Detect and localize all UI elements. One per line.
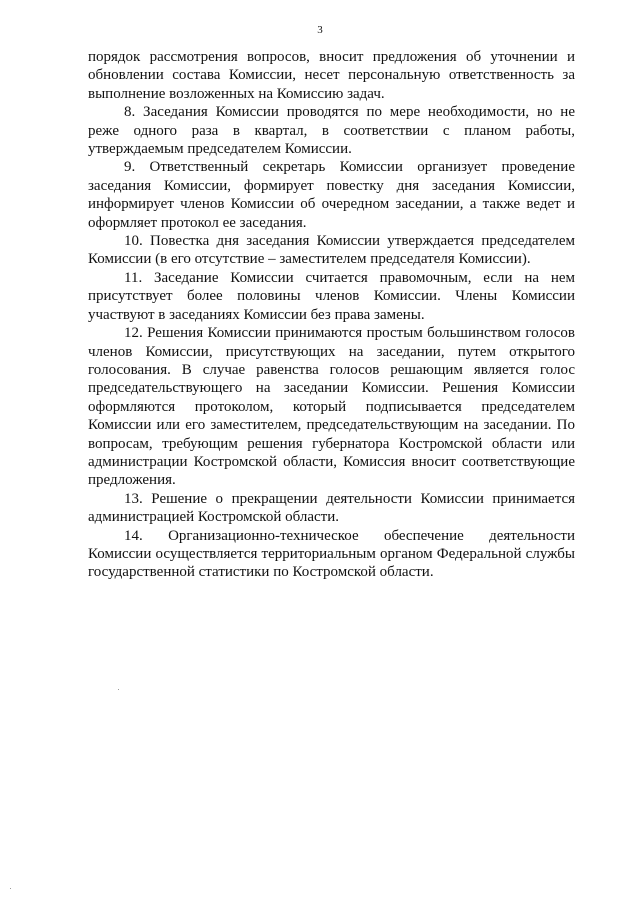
page-number: 3 xyxy=(317,24,323,36)
scan-speck xyxy=(118,689,119,690)
paragraph-continuation: порядок рассмотрения вопросов, вносит предложения об уточнении и обновлении состава Комиссии, несет персональную ответственность за выполнение возложенных на Комиссию задач. xyxy=(88,49,575,102)
paragraph-item-11: 11. Заседание Комиссии считается правомочным, если на нем присутствует более половины членов Комиссии. Члены Комиссии участвуют в заседаниях Комиссии без права замены. xyxy=(88,269,575,323)
document-body xyxy=(88,48,575,582)
scan-speck xyxy=(10,888,11,889)
paragraph-item-14: 14. Организационно-техническое обеспечение деятельности Комиссии осуществляется территориальным органом Федеральной службы государственной статистики по Костромской области. xyxy=(88,527,575,581)
paragraph-item-12: 12. Решения Комиссии принимаются простым большинством голосов членов Комиссии, присутствующих на заседании, путем открытого голосования. В случае равенства голосов решающим является голос председательствующего на заседании Комиссии. Решения Комиссии оформляются протоколом, который подписывается председателем Комиссии или его заместителем, председательствующим на заседании. По вопросам, требующим решения губернатора Костромской области или администрации Костромской области, Комиссия вносит соответствующие предложения. xyxy=(88,325,575,489)
paragraph-item-9: 9. Ответственный секретарь Комиссии организует проведение заседания Комиссии, формирует повестку дня заседания Комиссии, информирует членов Комиссии об очередном заседании, а также ведет и оформляет протокол ее заседания. xyxy=(88,159,575,231)
paragraph-item-10: 10. Повестка дня заседания Комиссии утверждается председателем Комиссии (в его отсутствие – заместителем председателя Комиссии). xyxy=(88,233,575,268)
paragraph-item-13: 13. Решение о прекращении деятельности Комиссии принимается администрацией Костромской области. xyxy=(88,490,575,526)
paragraph-item-8: 8. Заседания Комиссии проводятся по мере необходимости, но не реже одного раза в квартал, в соответствии с планом работы, утверждаемым председателем Комиссии. xyxy=(88,104,575,158)
